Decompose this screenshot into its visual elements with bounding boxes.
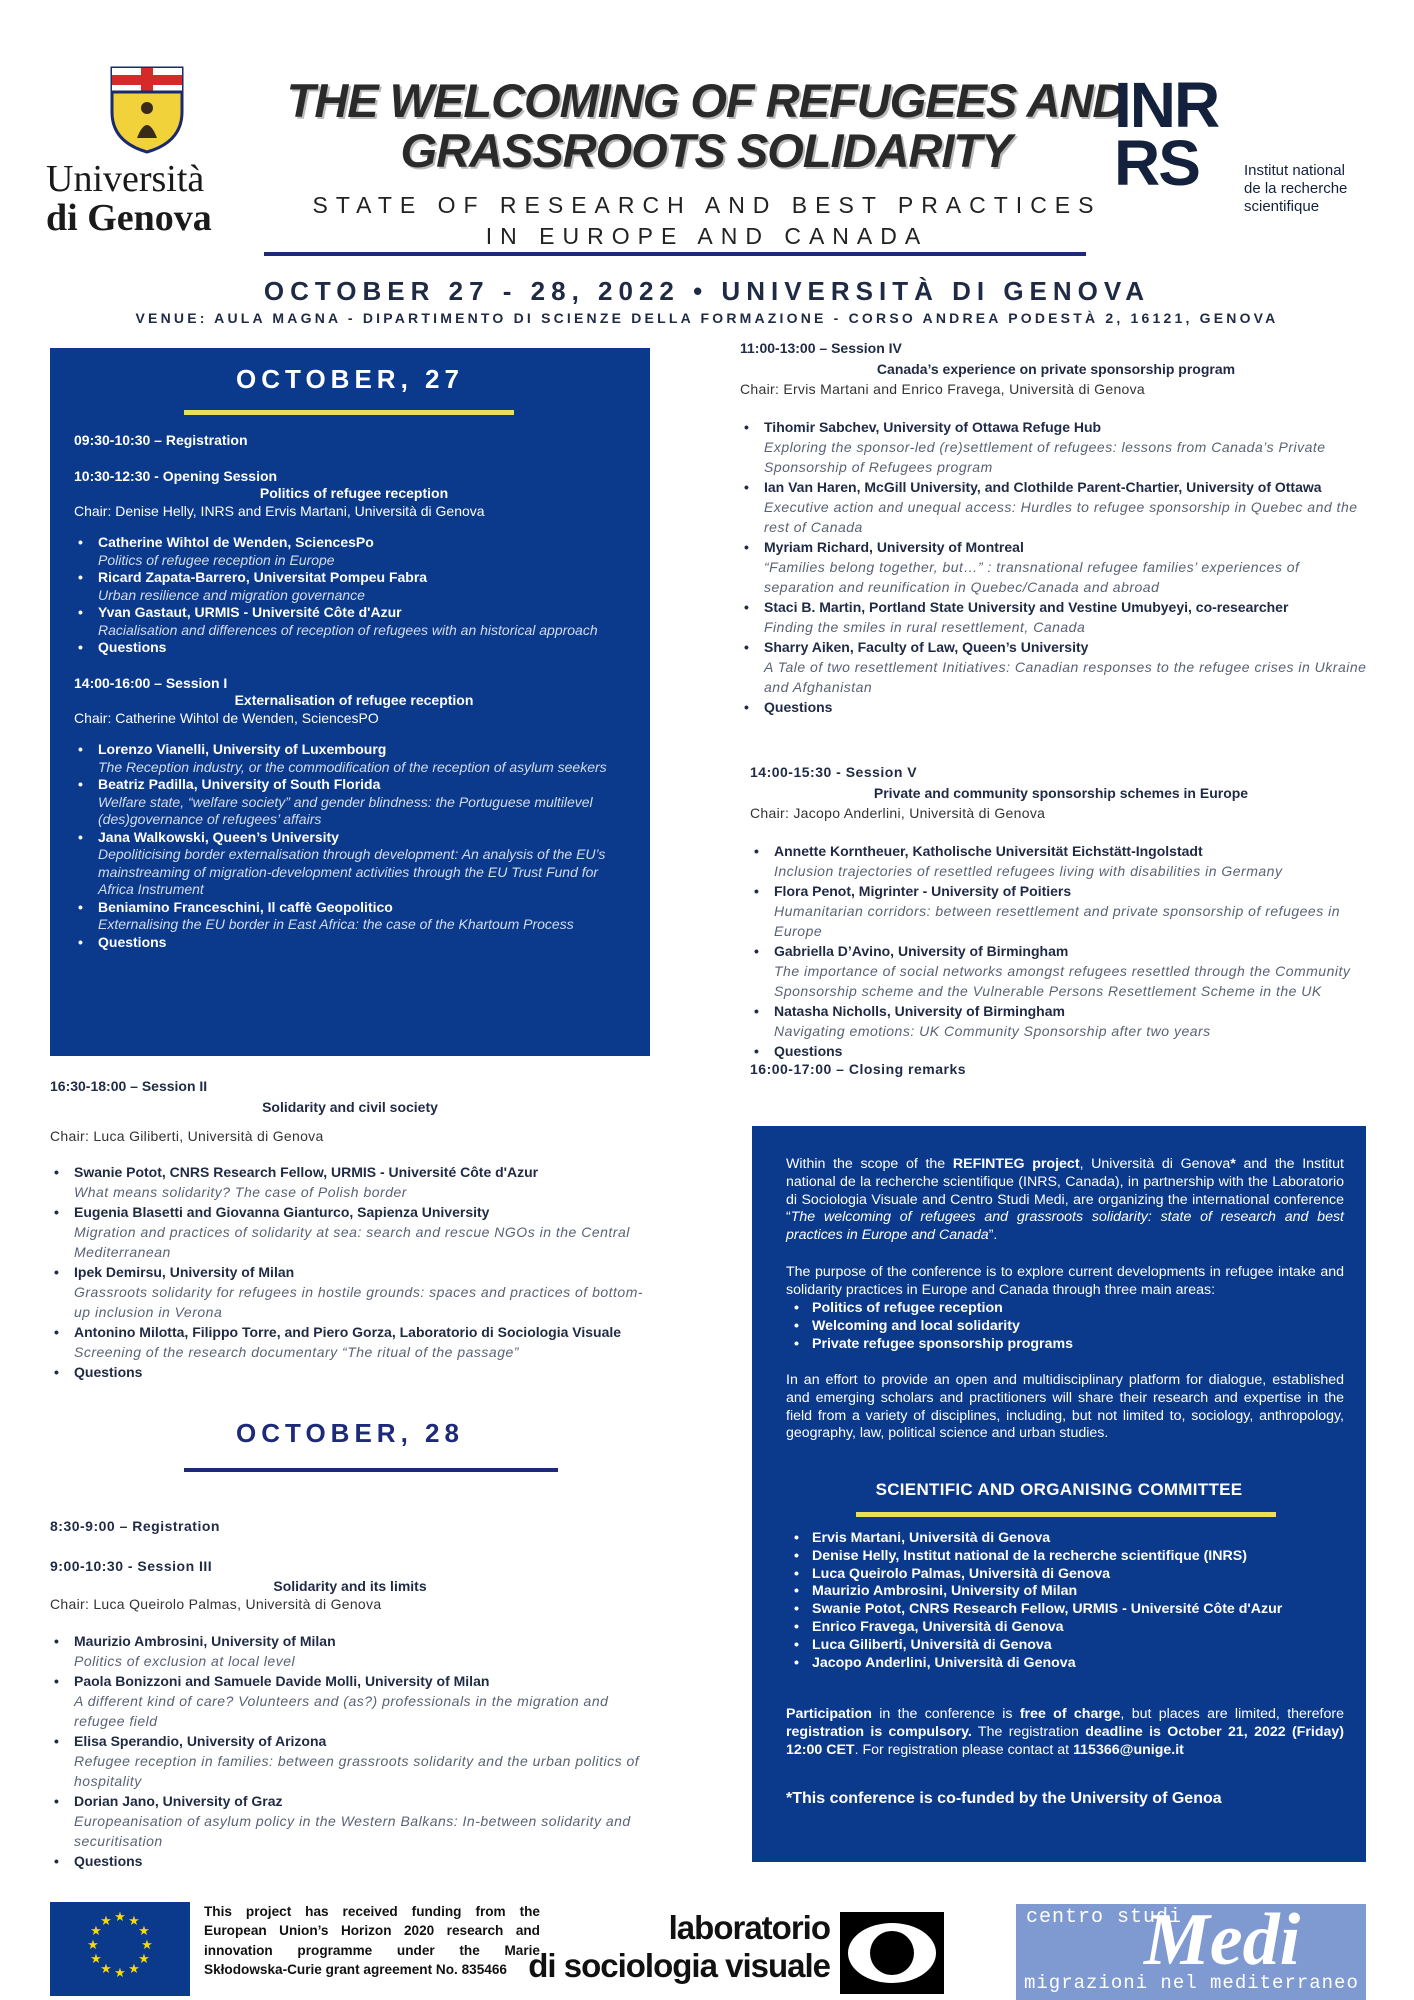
purpose-paragraph: The purpose of the conference is to explore current developments in refugee intake and solidarity practices in Europe and Canada through three main areas:: [786, 1264, 1344, 1298]
list-item: • Beatriz Padilla, University of South Florida Welfare state, “welfare society” and gender blindness: the Portuguese multilevel (des)governance of refugees’ affairs: [74, 776, 634, 829]
list-item: • Ian Van Haren, McGill University, and Clothilde Parent-Chartier, University of Ottawa Executive action and unequal access: Hurdles to refugee sponsorship in Quebec and the rest of Canada: [740, 477, 1372, 537]
session5-block: [750, 764, 1372, 1078]
list-item: • Beniamino Franceschini, Il caffè Geopolitico Externalising the EU border in East Africa: the case of the Khartoum Process: [74, 899, 634, 934]
session1-time: 14:00-16:00 – Session I: [74, 674, 228, 691]
list-item: • Gabriella D’Avino, University of Birmingham The importance of social networks amongst refugees resettled through the Community Sponsorship scheme and the Vulnerable Persons Resettlement Scheme in the UK: [750, 941, 1372, 1001]
list-item: • Maurizio Ambrosini, University of Milan: [786, 1583, 1346, 1601]
lab-logo-line2: di sociologia visuale: [528, 1947, 830, 1984]
svg-text:★: ★: [138, 1952, 150, 1967]
list-item: • Questions: [740, 697, 1372, 717]
medi-logo-small: centro studi: [1026, 1906, 1183, 1929]
list-item: • Enrico Fravega, Università di Genova: [786, 1619, 1346, 1637]
list-item: • Ervis Martani, Università di Genova: [786, 1530, 1346, 1548]
oct28-registration: 8:30-9:00 – Registration: [50, 1518, 220, 1534]
oct27-morning-program: [74, 432, 634, 951]
svg-text:★: ★: [128, 1914, 140, 1929]
list-item: • Luca Giliberti, Università di Genova: [786, 1637, 1346, 1655]
list-item: • Denise Helly, Institut national de la recherche scientifique (INRS): [786, 1548, 1346, 1566]
session3-title: Solidarity and its limits: [273, 1578, 427, 1594]
list-item: • Flora Penot, Migrinter - University of Poitiers Humanitarian corridors: between resettlement and private sponsorship of refugees in Europe: [750, 881, 1372, 941]
svg-text:★: ★: [141, 1938, 153, 1953]
page-title: THE WELCOMING OF REFUGEES AND GRASSROOTS SOLIDARITY: [286, 74, 1126, 177]
lab-logo-line1: laboratorio: [668, 1909, 830, 1946]
oct27-heading: OCTOBER, 27: [236, 364, 464, 394]
committee-heading: SCIENTIFIC AND ORGANISING COMMITTEE: [875, 1480, 1243, 1499]
session2-talks: [50, 1162, 650, 1382]
opening-session-talks: [74, 534, 634, 657]
list-item: • Paola Bonizzoni and Samuele Davide Molli, University of Milan A different kind of care? Volunteers and (as?) professionals in the migration and refugee field: [50, 1671, 650, 1731]
session4-talks: [740, 417, 1372, 717]
title-rule: [264, 252, 1086, 256]
opening-session-chair: Chair: Denise Helly, INRS and Ervis Martani, Università di Genova: [74, 502, 485, 519]
list-item: • Questions: [50, 1362, 650, 1382]
inrs-mark: INR RS: [1114, 69, 1219, 199]
list-item: • Private refugee sponsorship programs: [786, 1336, 1346, 1354]
committee-list: [786, 1530, 1346, 1672]
oct28-heading-block: [50, 1418, 650, 1448]
svg-text:★: ★: [138, 1924, 150, 1939]
opening-session-title: Politics of refugee reception: [259, 485, 449, 501]
session2-chair: Chair: Luca Giliberti, Università di Genova: [50, 1128, 324, 1144]
list-item: • Antonino Milotta, Filippo Torre, and Piero Gorza, Laboratorio di Sociologia Visuale Screening of the research documentary “The ritual of the passage”: [50, 1322, 650, 1362]
intro-paragraph: Within the scope of the REFINTEG project, Università di Genova* and the Institut national de la recherche scientifique (INRS, Canada), in partnership with the Laboratorio di Sociologia Visuale and Centro Studi Medi, are organizing the international conference “The welcoming of refugees and grassroots solidarity: state of research and best practices in Europe and Canada”.: [786, 1156, 1344, 1244]
opening-session-time: 10:30-12:30 - Opening Session: [74, 467, 278, 484]
list-item: • Ricard Zapata-Barrero, Universitat Pompeu Fabra Urban resilience and migration governance: [74, 569, 634, 604]
session4-chair: Chair: Ervis Martani and Enrico Fravega, Università di Genova: [740, 381, 1146, 397]
oct27-registration: 09:30-10:30 – Registration: [74, 432, 248, 448]
list-item: • Questions: [74, 934, 634, 952]
medi-logo-big: Medi: [1144, 1904, 1301, 1981]
oct27-yellow-rule: [184, 410, 514, 415]
list-item: • Dorian Jano, University of Graz Europeanisation of asylum policy in the Western Balkans: In-between solidarity and securitisation: [50, 1791, 650, 1851]
unige-name-line2: di Genova: [46, 197, 212, 239]
eu-funding-text: This project has received funding from the European Union’s Horizon 2020 research and innovation programme under the Marie Skłodowska-Curie grant agreement No. 835466: [204, 1904, 540, 1978]
inrs-logo: [1114, 69, 1384, 226]
participation-paragraph: Participation in the conference is free of charge, but places are limited, therefore registration is compulsory. The registration deadline is October 21, 2022 (Friday) 12:00 CET. For registration please contact at 115366@unige.it: [786, 1706, 1344, 1758]
list-item: • Natasha Nicholls, University of Birmingham Navigating emotions: UK Community Sponsorship after two years: [750, 1001, 1372, 1041]
svg-text:★: ★: [100, 1914, 112, 1929]
session4-time: 11:00-13:00 – Session IV: [740, 340, 902, 356]
list-item: • Questions: [74, 639, 634, 657]
list-item: • Myriam Richard, University of Montreal “Families belong together, but…” : transnational refugee families’ experiences of separation and reunification in Quebec/Canada and abroad: [740, 537, 1372, 597]
list-item: • Lorenzo Vianelli, University of Luxembourg The Reception industry, or the commodification of the reception of asylum seekers: [74, 741, 634, 776]
session1-talks: [74, 741, 634, 951]
list-item: • Elisa Sperandio, University of Arizona Refugee reception in families: between grassroots solidarity and the urban politics of hospitality: [50, 1731, 650, 1791]
session5-time: 14:00-15:30 - Session V: [750, 764, 918, 780]
unige-shield-icon: [110, 66, 184, 154]
svg-text:★: ★: [90, 1924, 102, 1939]
session5-talks: [750, 841, 1372, 1061]
cofunding-note: *This conference is co-funded by the University of Genoa: [786, 1790, 1222, 1807]
eu-flag-logo: [50, 1902, 190, 1996]
session3-time: 9:00-10:30 - Session III: [50, 1557, 213, 1574]
list-item: • Sharry Aiken, Faculty of Law, Queen’s University A Tale of two resettlement Initiatives: Canadian responses to the refugee crises in Ukraine and Afghanistan: [740, 637, 1372, 697]
centro-studi-medi-logo: [1016, 1904, 1366, 2000]
list-item: • Tihomir Sabchev, University of Ottawa Refuge Hub Exploring the sponsor-led (re)settlement of refugees: lessons from Canada’s Private Sponsorship of Refugees program: [740, 417, 1372, 477]
session3-talks: [50, 1631, 650, 1871]
session3-chair: Chair: Luca Queirolo Palmas, Università di Genova: [50, 1595, 382, 1612]
list-item: • Eugenia Blasetti and Giovanna Gianturco, Sapienza University Migration and practices of solidarity at sea: search and rescue NGOs in the Central Mediterranean: [50, 1202, 650, 1262]
svg-text:★: ★: [90, 1952, 102, 1967]
session4-title: Canada’s experience on private sponsorship program: [876, 360, 1236, 377]
svg-text:★: ★: [100, 1962, 112, 1977]
list-item: • Swanie Potot, CNRS Research Fellow, URMIS - Université Côte d'Azur: [786, 1601, 1346, 1619]
svg-text:★: ★: [87, 1938, 99, 1953]
list-item: • Maurizio Ambrosini, University of Milan Politics of exclusion at local level: [50, 1631, 650, 1671]
session2-title: Solidarity and civil society: [262, 1098, 438, 1115]
session2-time: 16:30-18:00 – Session II: [50, 1078, 208, 1094]
page-subtitle: STATE OF RESEARCH AND BEST PRACTICES IN EUROPE AND CANADA: [312, 192, 1102, 249]
svg-text:★: ★: [114, 1910, 126, 1925]
oct27-panel: [50, 348, 650, 1056]
lab-sociologia-logo: [528, 1909, 980, 1996]
list-item: • Welcoming and local solidarity: [786, 1318, 1346, 1336]
platform-paragraph: In an effort to provide an open and multidisciplinary platform for dialogue, established and emerging scholars and practitioners will share their research and expertise in the field from a variety of disciplines, including, but not limited to, sociology, anthropology, geography, law, political science and urban studies.: [786, 1372, 1344, 1442]
session5-chair: Chair: Jacopo Anderlini, Università di Genova: [750, 805, 1046, 821]
list-item: • Staci B. Martin, Portland State University and Vestine Umubyeyi, co-researcher Finding the smiles in rural resettlement, Canada: [740, 597, 1372, 637]
inrs-name: Institut national de la recherche scientifique: [1244, 162, 1348, 215]
list-item: • Jacopo Anderlini, Università di Genova: [786, 1655, 1346, 1673]
info-box: [752, 1126, 1366, 1862]
event-venue: VENUE: AULA MAGNA - DIPARTIMENTO DI SCIENZE DELLA FORMAZIONE - CORSO ANDREA PODESTÀ 2, 16121, GENOVA: [135, 310, 1279, 326]
list-item: • Swanie Potot, CNRS Research Fellow, URMIS - Université Côte d'Azur What means solidarity? The case of Polish border: [50, 1162, 650, 1202]
committee-yellow-rule: [856, 1512, 1276, 1517]
session1-title: Externalisation of refugee reception: [234, 692, 474, 708]
medi-logo-sub: migrazioni nel mediterraneo: [1024, 1972, 1359, 1994]
session1-chair: Chair: Catherine Wihtol de Wenden, SciencesPO: [74, 709, 379, 726]
list-item: • Yvan Gastaut, URMIS - Université Côte d'Azur Racialisation and differences of reception of refugees with an historical approach: [74, 604, 634, 639]
list-item: • Questions: [750, 1041, 1372, 1061]
contact-email-link[interactable]: 115366@unige.it: [1073, 1741, 1184, 1758]
eye-icon: [840, 1912, 944, 1994]
svg-text:★: ★: [128, 1962, 140, 1977]
oct28-heading: OCTOBER, 28: [236, 1418, 464, 1448]
closing-remarks: 16:00-17:00 – Closing remarks: [750, 1060, 967, 1077]
session4-block: [740, 340, 1372, 717]
svg-text:★: ★: [114, 1966, 126, 1981]
session2-block: [50, 1078, 650, 1382]
oct28-rule: [184, 1468, 558, 1472]
list-item: • Jana Walkowski, Queen’s University Depoliticising border externalisation through development: An analysis of the EU’s mainstreaming of migration-development activities through the EU Trust Fund for Africa Instrument: [74, 829, 634, 899]
list-item: • Luca Queirolo Palmas, Università di Genova: [786, 1566, 1346, 1584]
event-dates: OCTOBER 27 - 28, 2022 • UNIVERSITÀ DI GENOVA: [263, 276, 1151, 306]
list-item: • Politics of refugee reception: [786, 1300, 1346, 1318]
areas-list: [786, 1300, 1346, 1353]
list-item: • Annette Korntheuer, Katholische Universität Eichstätt-Ingolstadt Inclusion trajectories of resettled refugees living with disabilities in Germany: [750, 841, 1372, 881]
list-item: • Ipek Demirsu, University of Milan Grassroots solidarity for refugees in hostile grounds: spaces and practices of bottom-up inclusion in Verona: [50, 1262, 650, 1322]
unige-logo: [46, 66, 246, 239]
list-item: • Catherine Wihtol de Wenden, SciencesPo Politics of refugee reception in Europe: [74, 534, 634, 569]
eu-stars-icon: [50, 1902, 190, 1996]
oct28-morning-program: [50, 1518, 650, 1871]
session5-title: Private and community sponsorship schemes in Europe: [873, 784, 1249, 801]
list-item: • Questions: [50, 1851, 650, 1871]
unige-name-line1: Università: [46, 158, 205, 200]
